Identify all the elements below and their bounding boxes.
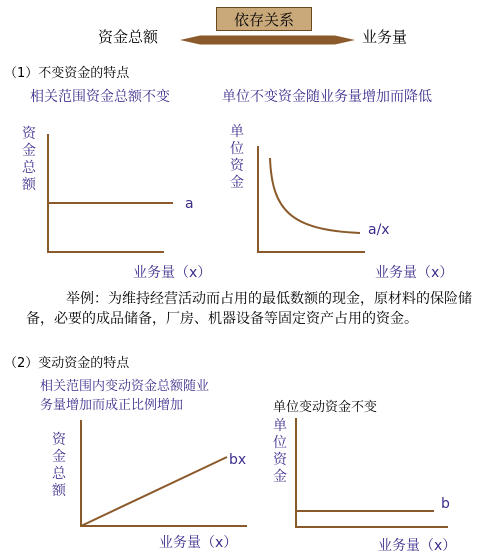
- chart3-series-label: bx: [229, 452, 247, 468]
- section1-left-caption: 相关范围资金总额不变: [30, 89, 170, 105]
- chart1-ylabel-char: 总: [22, 160, 36, 176]
- chart2-ylabel-char: 位: [230, 141, 244, 157]
- chart1-ylabel-char: 金: [22, 143, 36, 159]
- business-volume-label: 业务量: [362, 28, 408, 46]
- chart1-ylabel-char: 资: [22, 126, 36, 142]
- section1-title: （1）不变资金的特点: [4, 66, 130, 81]
- chart3-ylabel-char: 总: [52, 466, 66, 482]
- chart2-series-label: a/x: [368, 222, 390, 238]
- chart1-series-label: a: [185, 196, 194, 212]
- total-capital-label: 资金总额: [98, 28, 159, 46]
- chart4-ylabel-char: 单: [273, 418, 287, 434]
- chart2-xlabel: 业务量（x）: [375, 265, 454, 281]
- section1-right-caption: 单位不变资金随业务量增加而降低: [222, 89, 432, 105]
- chart2-ylabel-char: 单: [230, 124, 244, 140]
- chart1-ylabel-char: 额: [22, 177, 36, 193]
- section2-title: （2）变动资金的特点: [4, 356, 130, 371]
- chart2-ylabel-char: 金: [230, 175, 244, 191]
- chart2-ylabel-char: 资: [230, 158, 244, 174]
- dependency-relation-label: 依存关系: [233, 10, 294, 29]
- chart4-ylabel-char: 金: [273, 469, 287, 485]
- chart3-ylabel-char: 资: [52, 432, 66, 448]
- chart3-ylabel-char: 金: [52, 449, 66, 465]
- chart4-ylabel-char: 资: [273, 452, 287, 468]
- chart3-xlabel: 业务量（x）: [159, 535, 238, 551]
- chart4-ylabel-char: 位: [273, 435, 287, 451]
- chart3-ylabel-char: 额: [52, 483, 66, 499]
- chart1-xlabel: 业务量（x）: [133, 265, 212, 281]
- section2-left-caption-line2: 务量增加而成正比例增加: [40, 398, 184, 413]
- section2-left-caption-line1: 相关范围内变动资金总额随业: [40, 379, 210, 394]
- chart4-xlabel: 业务量（x）: [378, 538, 457, 554]
- section2-right-caption: 单位变动资金不变: [273, 400, 378, 415]
- chart4-series-label: b: [441, 496, 450, 512]
- example-paragraph: 举例：为维持经营活动而占用的最低数额的现金，原材料的保险储备，必要的成品储备，厂房、机器设备等固定资产占用的资金。: [26, 291, 472, 327]
